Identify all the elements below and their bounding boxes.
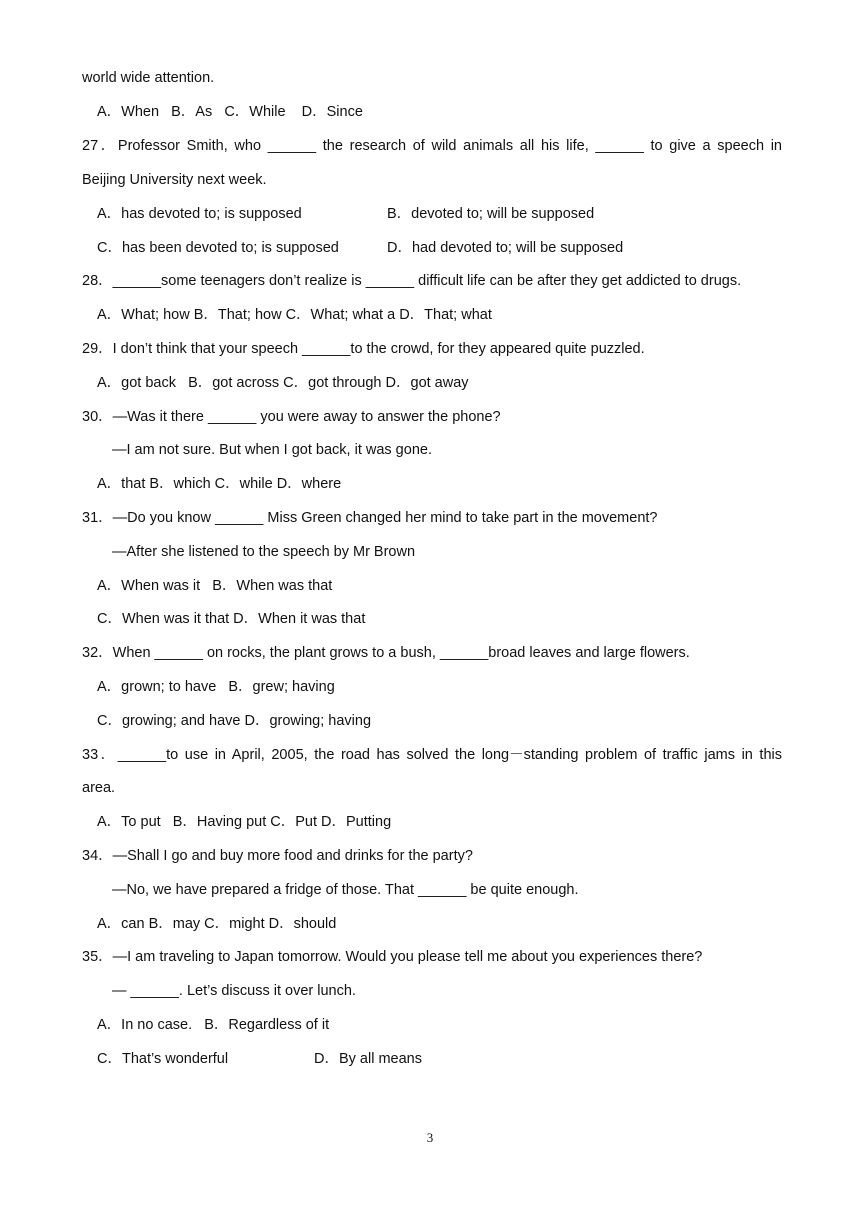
q31-reply: —After she listened to the speech by Mr Brown [112, 544, 416, 560]
text-line: Beijing University next week. [82, 172, 267, 188]
q31-options-cd: C．When was it that D．When it was that [97, 611, 366, 627]
q35-option-c: C．That’s wonderful [97, 1051, 229, 1067]
q35-option-d: D．By all means [314, 1051, 422, 1067]
q35-options-ab: A．In no case. B．Regardless of it [97, 1017, 330, 1033]
q27-option-a: A．has devoted to; is supposed [97, 206, 302, 222]
q29-options: A．got back B．got across C．got through D．got away [97, 375, 469, 391]
q35-stem: 35．—I am traveling to Japan tomorrow. Would you please tell me about you experiences there? [82, 949, 703, 965]
q32-stem: 32．When ______ on rocks, the plant grows to a bush, ______broad leaves and large flowers. [82, 645, 690, 661]
q29-stem: 29．I don’t think that your speech ______to the crowd, for they appeared quite puzzled. [82, 341, 645, 357]
q32-options-cd: C．growing; and have D．growing; having [97, 713, 372, 729]
q30-reply: —I am not sure. But when I got back, it was gone. [112, 442, 432, 458]
q30-stem: 30．—Was it there ______ you were away to answer the phone? [82, 409, 501, 425]
q33-stem: 33．______to use in April, 2005, the road has solved the long－standing problem of traffic jams in this [82, 747, 782, 763]
q34-reply: —No, we have prepared a fridge of those. That ______ be quite enough. [112, 882, 579, 898]
q27-option-c: C．has been devoted to; is supposed [97, 240, 339, 256]
q35-reply: — ______. Let’s discuss it over lunch. [112, 983, 356, 999]
q26-options: A．When B．As C．While D．Since [97, 104, 363, 120]
q27-option-d: D．had devoted to; will be supposed [387, 240, 624, 256]
q30-options: A．that B．which C．while D．where [97, 476, 342, 492]
q28-stem: 28．______some teenagers don’t realize is ______ difficult life can be after they get addicted to drugs. [82, 273, 742, 289]
q34-options: A．can B．may C．might D．should [97, 916, 337, 932]
q33-options: A．To put B．Having put C．Put D．Putting [97, 814, 392, 830]
q32-options-ab: A．grown; to have B．grew; having [97, 679, 335, 695]
text-line: area. [82, 780, 116, 796]
q27-stem: 27．Professor Smith, who ______ the research of wild animals all his life, ______ to give a speech in [82, 138, 782, 154]
page-number: 3 [426, 1130, 434, 1145]
q27-option-b: B．devoted to; will be supposed [387, 206, 595, 222]
q34-stem: 34．—Shall I go and buy more food and drinks for the party? [82, 848, 473, 864]
text-line: world wide attention. [82, 70, 215, 86]
q31-stem: 31．—Do you know ______ Miss Green changed her mind to take part in the movement? [82, 510, 658, 526]
q28-options: A．What; how B．That; how C．What; what a D．That; what [97, 307, 492, 323]
q31-options-ab: A．When was it B．When was that [97, 578, 333, 594]
